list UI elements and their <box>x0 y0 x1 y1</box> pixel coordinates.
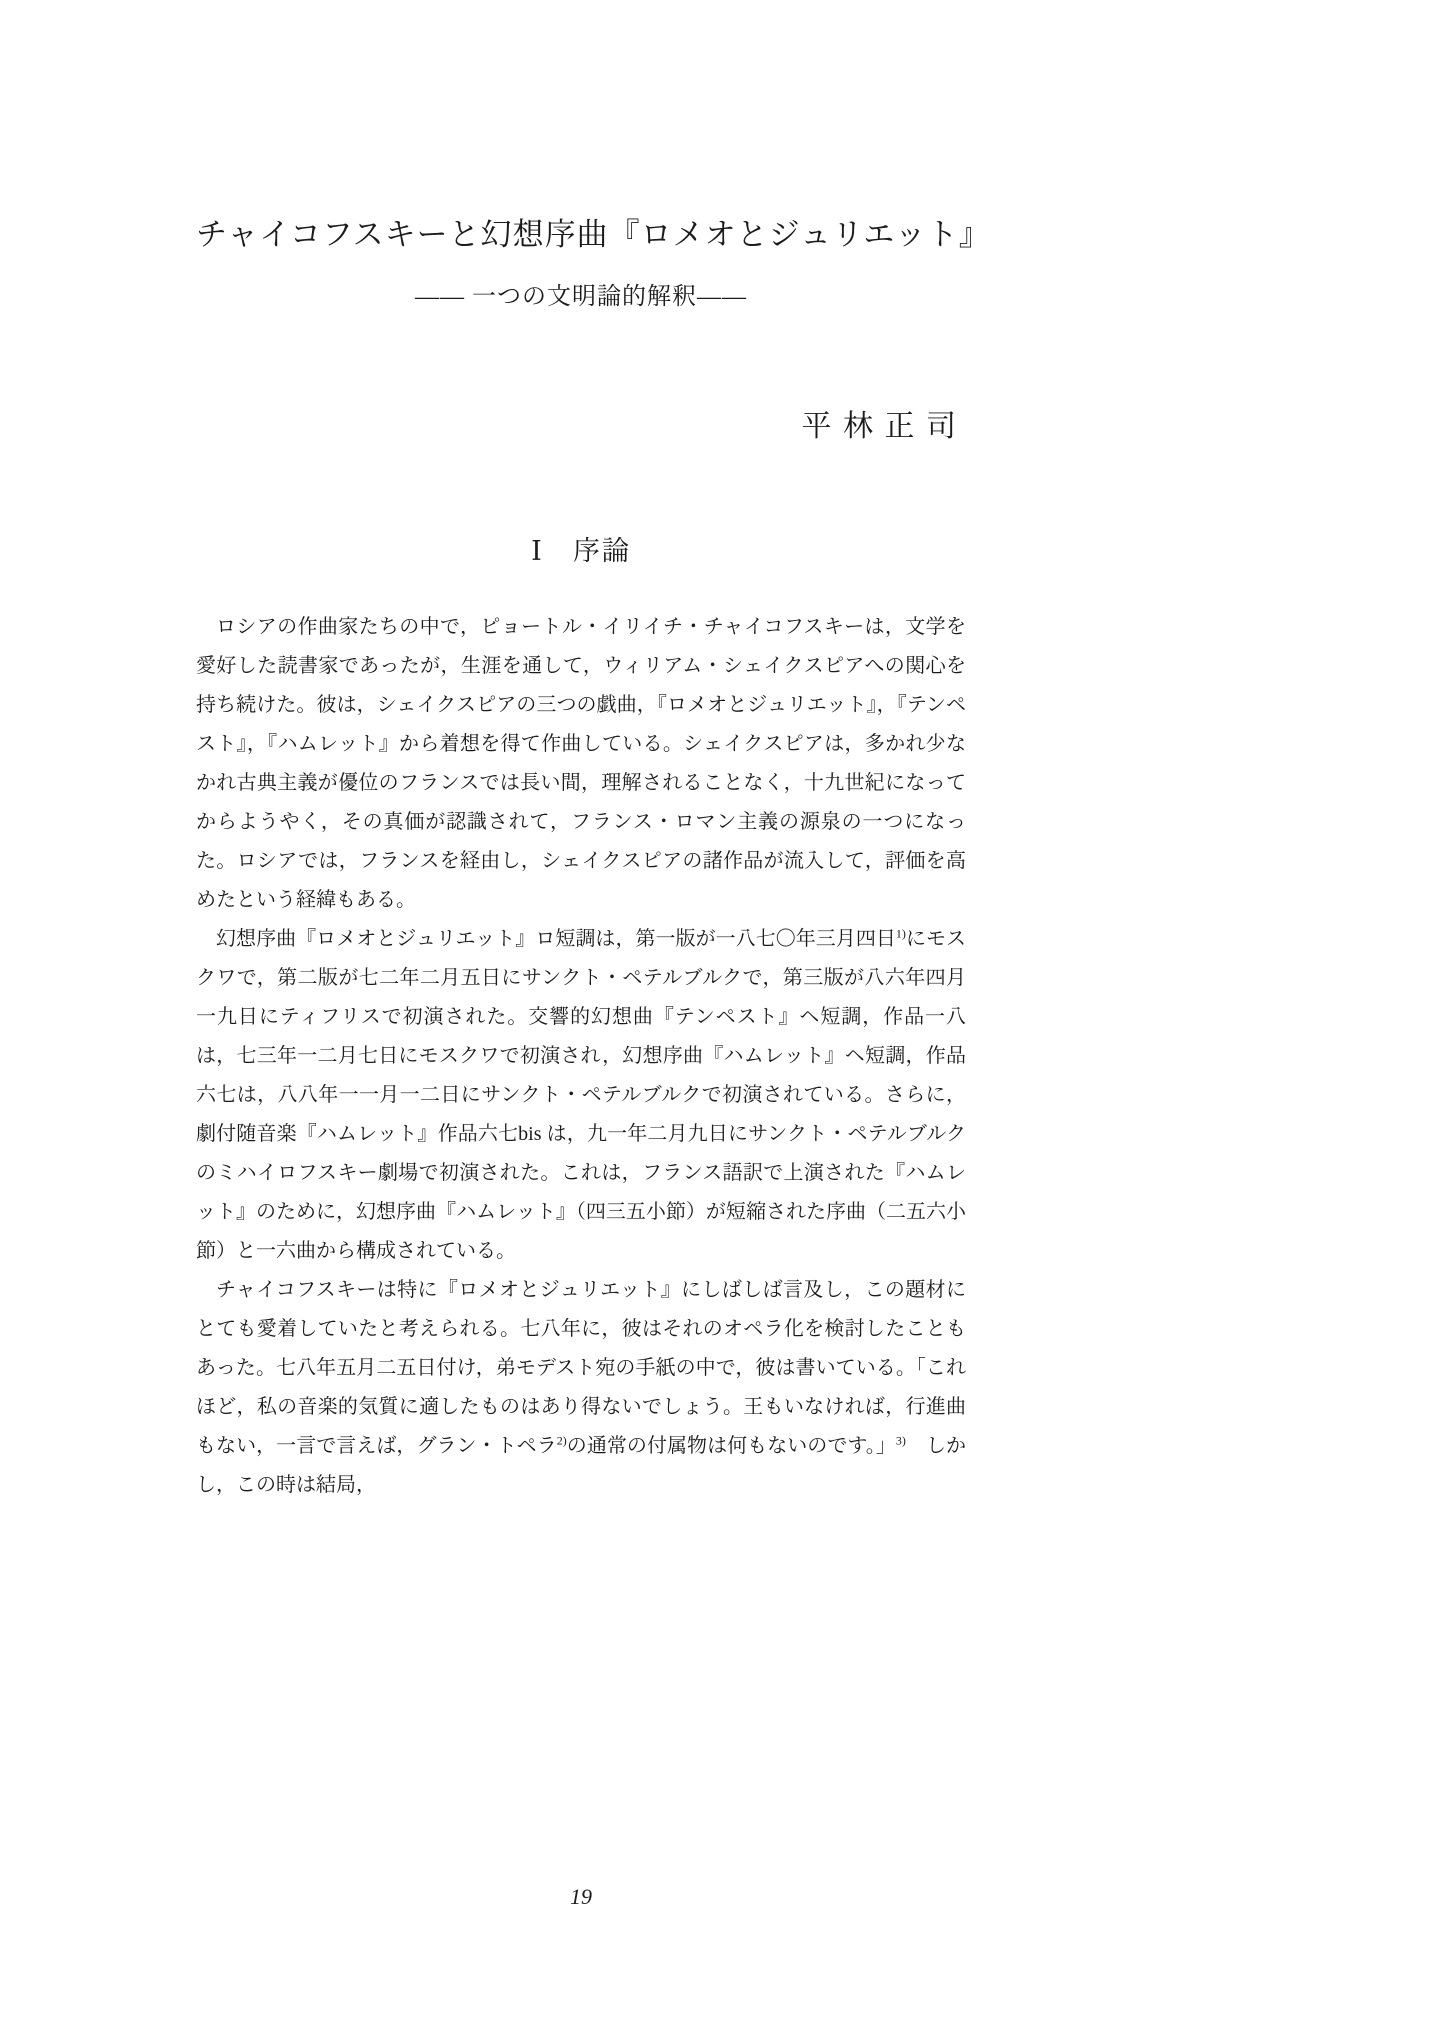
footnote-marker: 2) <box>556 1433 567 1448</box>
page-number: 19 <box>570 1884 592 1909</box>
paragraph-text: にモスクワで，第二版が七二年二月五日にサンクト・ペテルブルクで，第三版が八六年四月一九日にティフリスで初演された。交響的幻想曲『テンペスト』ヘ短調，作品一八は，七三年一二月七日にモスクワで初演され，幻想序曲『ハムレット』ヘ短調，作品六七は，八八年一一月一二日にサンクト・ペテルブルクで初演されている。さらに，劇付随音楽『ハムレット』作品六七bis は，九一年二月九日にサンクト・ペテルブルクのミハイロフスキー劇場で初演された。これは，フランス語訳で上演された『ハムレット』のために，幻想序曲『ハムレット』（四三五小節）が短縮された序曲（二五六小節）と一六曲から構成されている。 <box>196 927 966 1262</box>
section-heading: Ⅰ 序論 <box>531 535 631 566</box>
paragraph-text: 幻想序曲『ロメオとジュリエット』ロ短調は，第一版が一八七〇年三月四日 <box>216 927 896 950</box>
author-name: 平 林 正 司 <box>801 409 958 443</box>
paragraph-text: チャイコフスキーは特に『ロメオとジュリエット』にしばしば言及し，この題材にとても愛着していたと考えられる。七八年に，彼はそれのオペラ化を検討したこともあった。七八年五月二五日付け，弟モデスト宛の手紙の中で，彼は書いている。「これほど，私の音楽的気質に適したものはあり得ないでしょう。王もいなければ，行進曲もない，一言で言えば，グラン・トペラ <box>196 1278 966 1457</box>
paragraph-text: の通常の付属物は何もないのです。」 <box>566 1434 896 1457</box>
footnote-marker: 3) <box>895 1433 906 1448</box>
article-subtitle: —— 一つの文明論的解釈—— <box>415 283 747 310</box>
paragraph <box>196 608 966 920</box>
article <box>196 0 991 1505</box>
paragraph-text: ロシアの作曲家たちの中で，ピョートル・イリイチ・チャイコフスキーは，文学を愛好した読書家であったが，生涯を通して，ウィリアム・シェイクスピアへの関心を持ち続けた。彼は，シェイクスピアの三つの戯曲，『ロメオとジュリエット』，『テンペスト』，『ハムレット』から着想を得て作曲している。シェイクスピアは，多かれ少なかれ古典主義が優位のフランスでは長い間，理解されることなく，十九世紀になってからようやく，その真価が認識されて，フランス・ロマン主義の源泉の一つになった。ロシアでは，フランスを経由し，シェイクスピアの諸作品が流入して，評価を高めたという経緯もある。 <box>196 615 966 911</box>
paragraph <box>196 920 966 1271</box>
paragraph-text: しかし，この時は結局， <box>196 1434 967 1496</box>
paragraph <box>196 1271 966 1505</box>
article-title: チャイコフスキーと幻想序曲『ロメオとジュリエット』 <box>196 217 991 252</box>
footnote-marker: 1) <box>895 926 906 941</box>
body-paragraphs <box>196 608 966 1505</box>
